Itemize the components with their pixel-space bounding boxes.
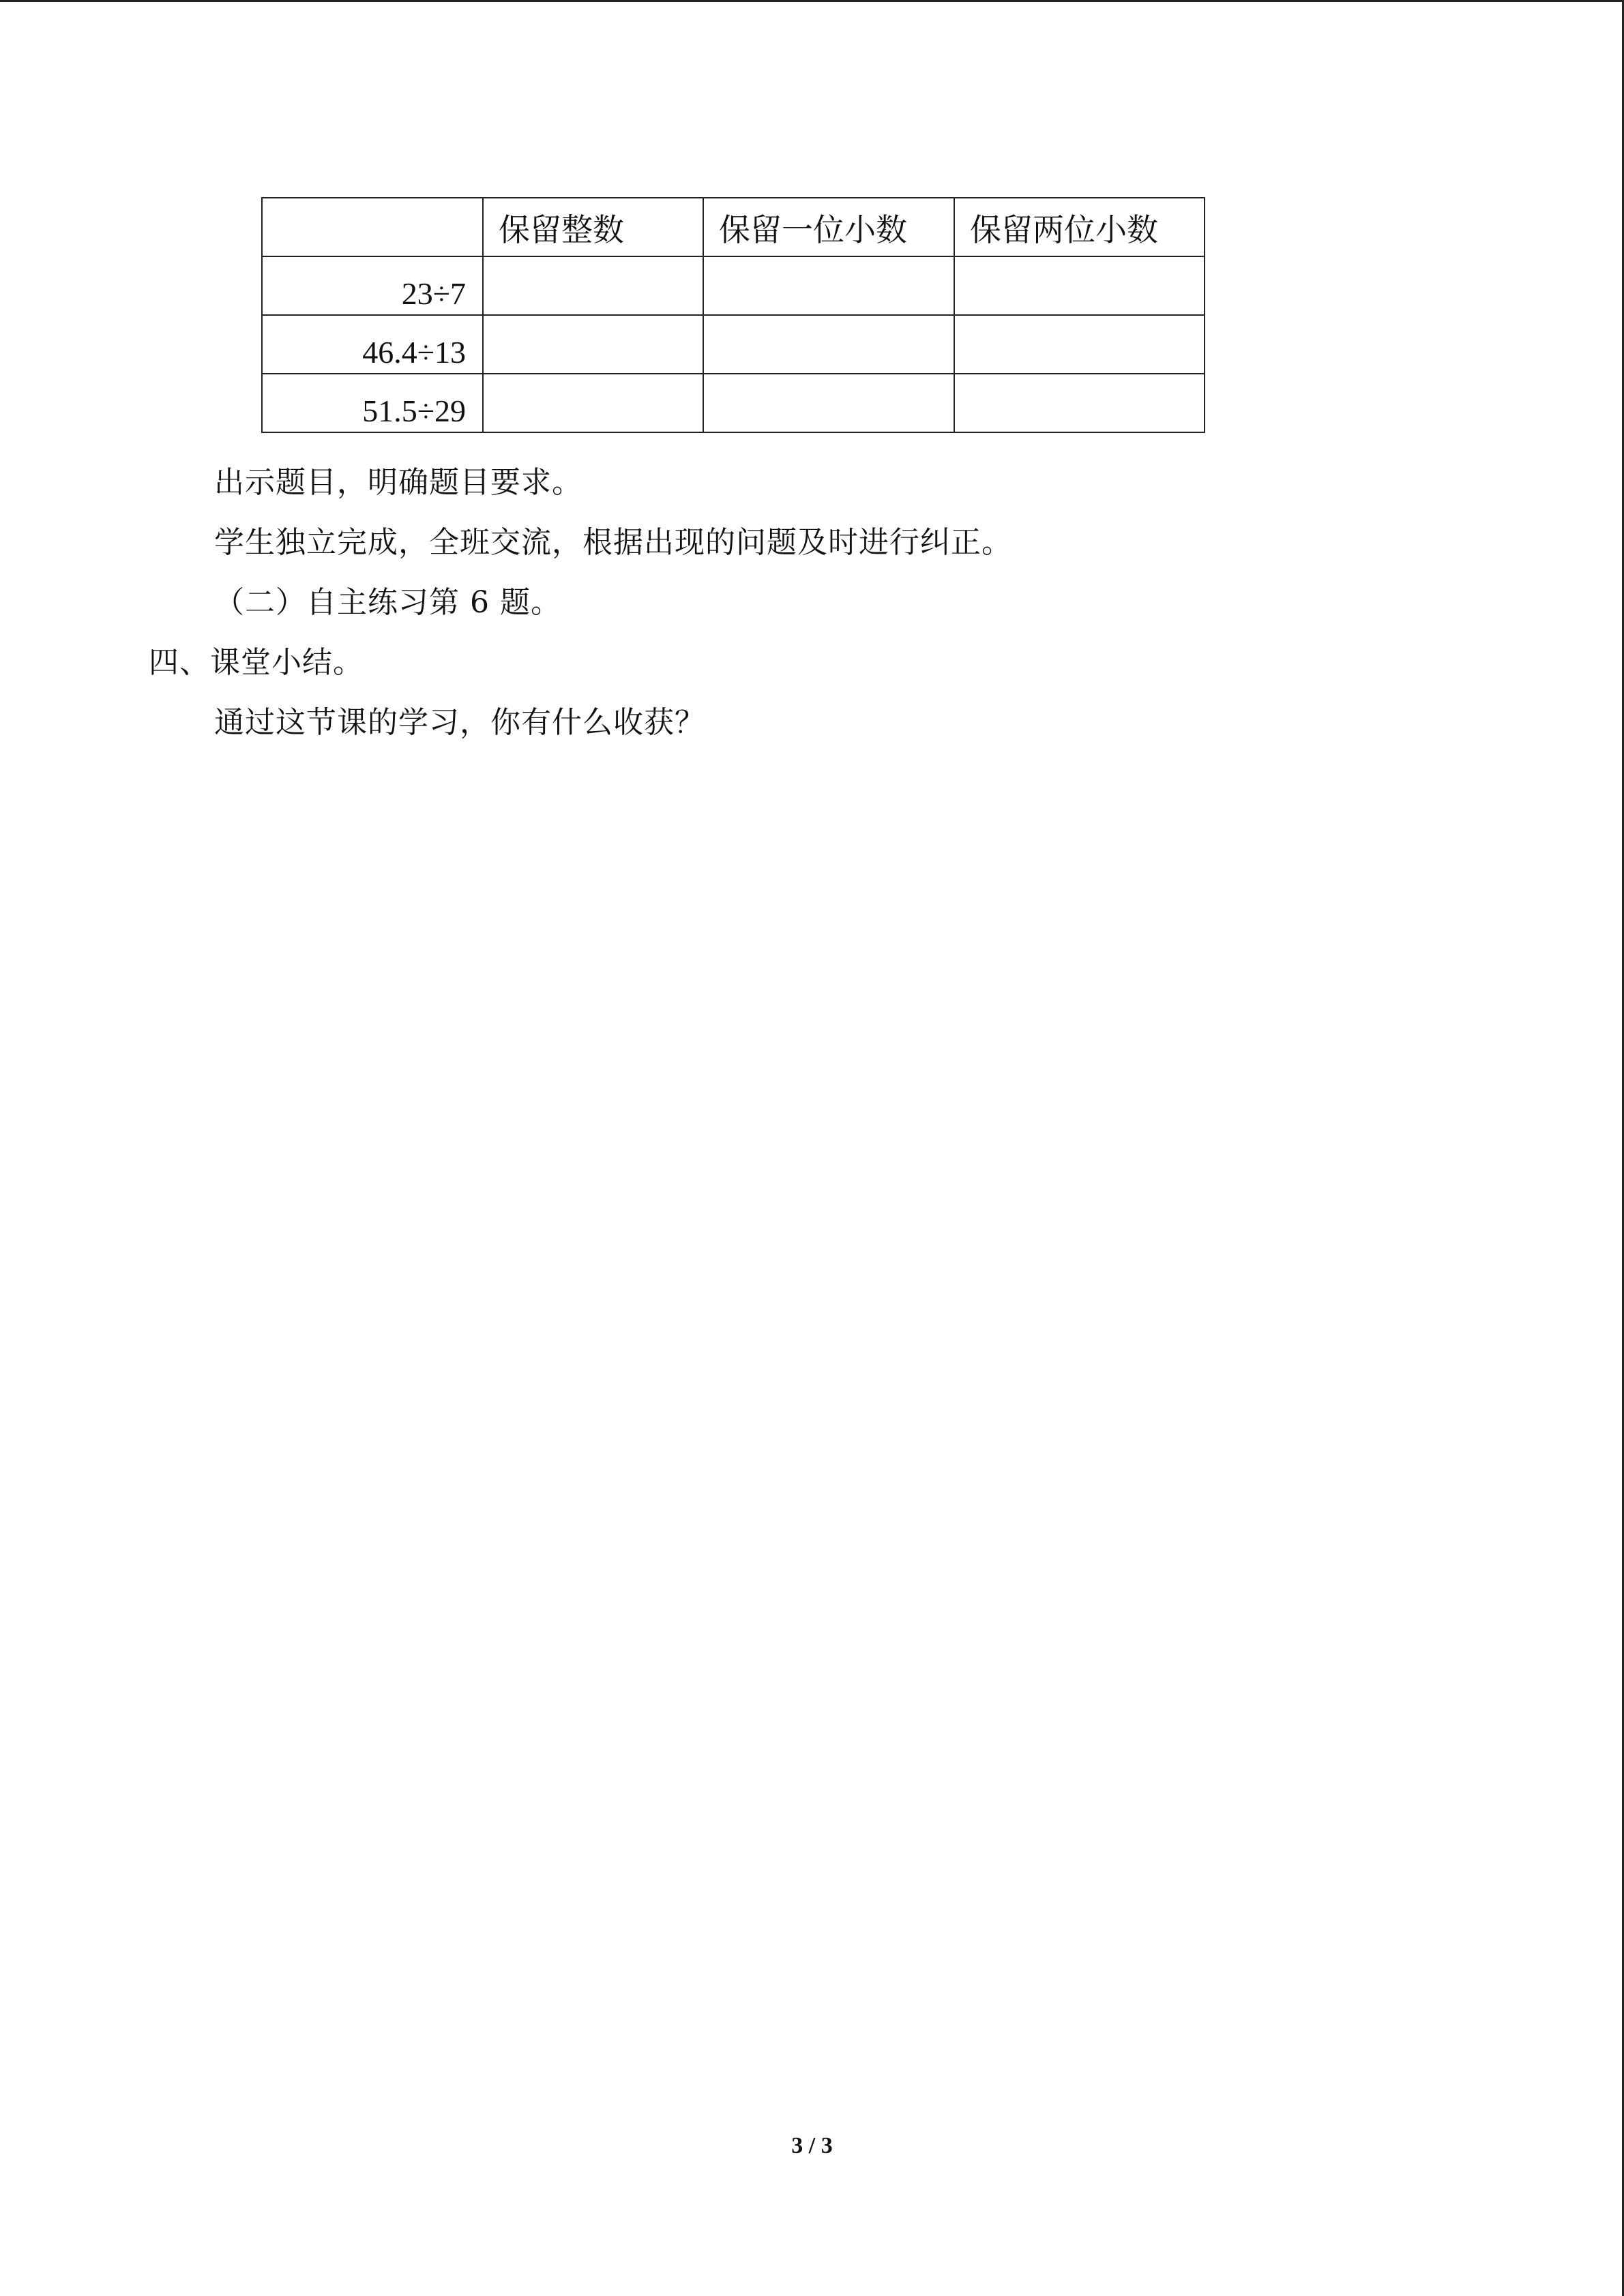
- paragraph-reflection-question: 通过这节课的学习，你有什么收获？: [214, 705, 705, 740]
- answer-cell: [483, 315, 703, 374]
- header-cell-empty: [262, 198, 483, 256]
- answer-cell: [483, 374, 703, 432]
- paragraph-show-question: 出示题目，明确题目要求。: [214, 465, 582, 500]
- answer-cell: [483, 256, 703, 315]
- section-heading-summary: 四、课堂小结。: [149, 645, 364, 680]
- table-row: [262, 256, 1205, 315]
- paragraph-independent-work: 学生独立完成，全班交流，根据出现的问题及时进行纠正。: [214, 525, 1012, 560]
- table-row: [262, 374, 1205, 432]
- header-cell-integer: 保留整数: [483, 198, 703, 256]
- answer-cell: [703, 374, 954, 432]
- row-label: 23÷7: [262, 256, 483, 315]
- rounding-exercise-table: [261, 197, 1205, 433]
- answer-cell: [954, 315, 1205, 374]
- paragraph-practice-item: （二）自主练习第 6 题。: [214, 585, 561, 620]
- table-row: [262, 315, 1205, 374]
- table-header-row: [262, 198, 1205, 256]
- page-border-top: [0, 0, 1624, 2]
- answer-cell: [703, 256, 954, 315]
- answer-cell: [954, 256, 1205, 315]
- answer-cell: [703, 315, 954, 374]
- page-number: 3 / 3: [791, 2133, 833, 2158]
- answer-cell: [954, 374, 1205, 432]
- header-cell-two-decimals: 保留两位小数: [954, 198, 1205, 256]
- row-label: 51.5÷29: [262, 374, 483, 432]
- header-cell-one-decimal: 保留一位小数: [703, 198, 954, 256]
- row-label: 46.4÷13: [262, 315, 483, 374]
